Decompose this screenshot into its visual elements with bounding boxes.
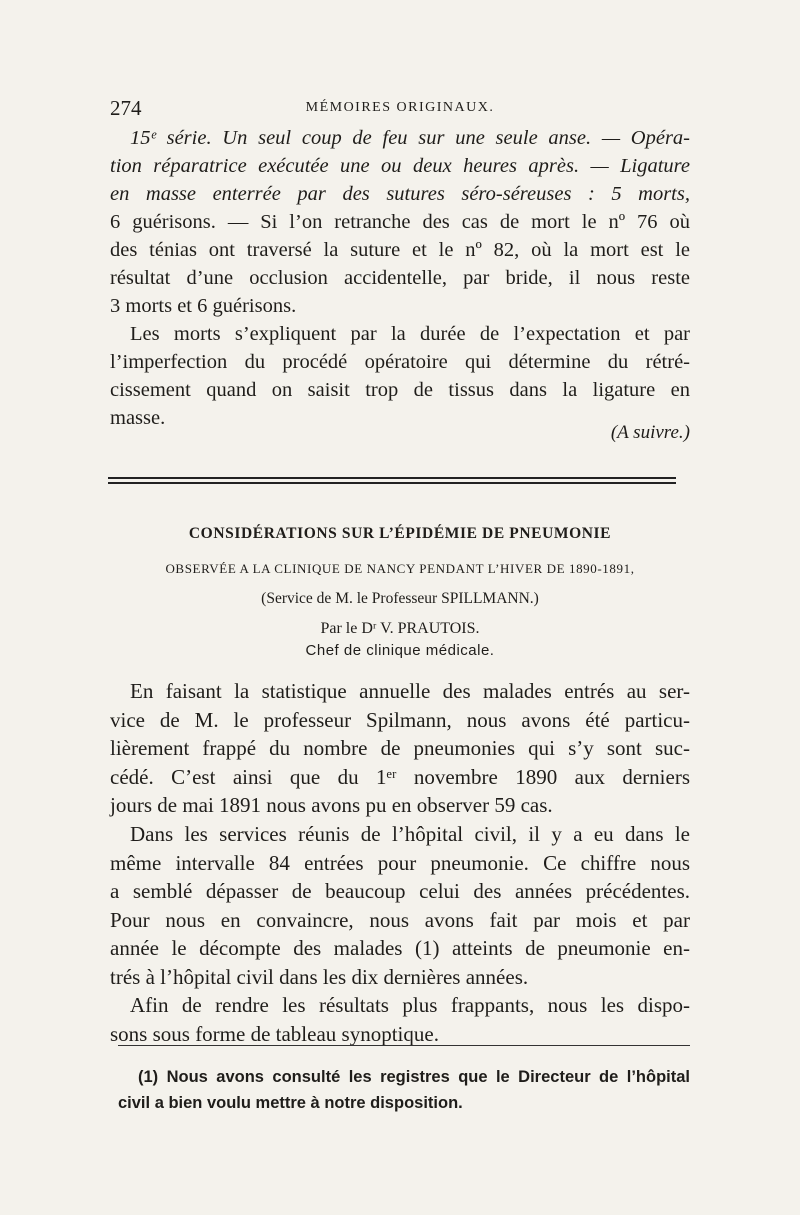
footnote-line: (1) Nous avons consulté les registres que le Directeur de l’hôpital <box>138 1068 690 1086</box>
footnote <box>118 1064 690 1116</box>
text-line: lièrement frappé du nombre de pneumonies qui s’y sont suc- <box>110 736 690 760</box>
text-line: jours de mai 1891 nous avons pu en observer 59 cas. <box>110 793 553 817</box>
previous-article-paragraph-2 <box>110 320 690 432</box>
text-line: cissement quand on saisit trop de tissus dans la ligature en <box>110 379 690 401</box>
text-line: en masse enterrée par des sutures séro-séreuses : 5 morts, <box>110 183 690 205</box>
text-line: des ténias ont traversé la suture et le nº 82, où la mort est le <box>110 239 690 261</box>
running-head <box>110 96 690 120</box>
footnote-divider <box>118 1045 690 1046</box>
article-subtitle: OBSERVÉE A LA CLINIQUE DE NANCY PENDANT L’HIVER DE 1890-1891, <box>165 561 635 576</box>
previous-article-paragraph <box>110 124 690 320</box>
footnote-line: civil a bien voulu mettre à notre disposition. <box>118 1094 463 1112</box>
text-line: trés à l’hôpital civil dans les dix dernières années. <box>110 964 529 989</box>
text-line: tion réparatrice exécutée une ou deux heures après. — Ligature <box>110 155 690 177</box>
article-paragraph <box>110 820 690 991</box>
text-line: 15ᵉ série. Un seul coup de feu sur une seule anse. — Opéra- <box>130 127 690 149</box>
text-line: vice de M. le professeur Spilmann, nous avons été particu- <box>110 707 690 732</box>
article-author: Par le Dʳ V. PRAUTOIS. <box>320 620 480 637</box>
text-line: Dans les services réunis de l’hôpital civil, il y a eu dans le <box>130 822 690 846</box>
text-line: année le décompte des malades (1) atteints de pneumonie en- <box>110 936 690 960</box>
section-divider <box>108 482 676 484</box>
article-paragraph <box>110 677 690 820</box>
to-be-continued: (A suivre.) <box>610 422 690 443</box>
section-divider <box>108 477 676 479</box>
author-role: Chef de clinique médicale. <box>305 642 495 659</box>
running-title: MÉMOIRES ORIGINAUX. <box>305 100 495 115</box>
text-line: 6 guérisons. — Si l’on retranche des cas de mort le nº 76 où <box>110 211 690 233</box>
text-line: cédé. C’est ainsi que du 1ᵉʳ novembre 1890 aux derniers <box>110 764 690 789</box>
text-line: l’imperfection du procédé opératoire qui détermine du rétré- <box>110 351 690 373</box>
text-line: résultat d’une occlusion accidentelle, par bride, il nous reste <box>110 267 690 289</box>
article-paragraph <box>110 991 690 1048</box>
text-line: 3 morts et 6 guérisons. <box>110 295 297 317</box>
text-line: masse. <box>110 407 166 429</box>
text-line: a semblé dépasser de beaucoup celui des années précédentes. <box>110 879 690 903</box>
article-service: (Service de M. le Professeur SPILLMANN.) <box>261 590 539 607</box>
page-number: 274 <box>110 96 142 120</box>
text-line: sons sous forme de tableau synoptique. <box>110 1021 439 1046</box>
text-line: Pour nous en convaincre, nous avons fait par mois et par <box>110 907 690 932</box>
text-line: même intervalle 84 entrées pour pneumonie. Ce chiffre nous <box>110 850 690 875</box>
article-title: CONSIDÉRATIONS SUR L’ÉPIDÉMIE DE PNEUMONIE <box>188 525 612 542</box>
text-line: En faisant la statistique annuelle des malades entrés au ser- <box>130 679 690 703</box>
text-line: Afin de rendre les résultats plus frappants, nous les dispo- <box>130 993 690 1017</box>
text-line: Les morts s’expliquent par la durée de l’expectation et par <box>130 323 690 345</box>
